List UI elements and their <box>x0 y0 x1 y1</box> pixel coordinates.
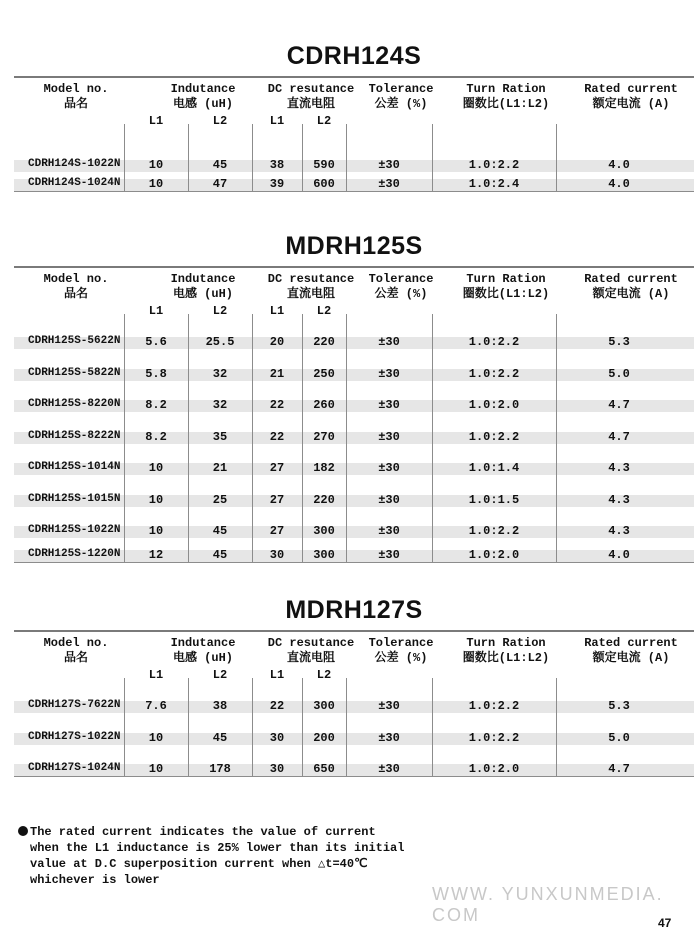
rated-current-cell: 4.3 <box>608 524 630 538</box>
dc-l2-cell: 220 <box>313 335 335 349</box>
tolerance-cell: ±30 <box>378 461 400 475</box>
section-title: MDRH127S <box>285 596 423 624</box>
model-cell: CDRH125S-1022N <box>28 524 121 536</box>
turn-ratio-cell: 1.0:2.2 <box>468 699 520 713</box>
turn-ratio-cell: 1.0:1.5 <box>468 493 520 507</box>
turn-ratio-cell: 1.0:2.0 <box>468 762 520 776</box>
dc-l1-cell: 21 <box>269 367 285 381</box>
tolerance-cell: ±30 <box>378 548 400 562</box>
dc-l2-cell: 300 <box>313 524 335 538</box>
rated-current-cell: 4.0 <box>608 158 630 172</box>
inductance-l1-cell: 8.2 <box>145 430 167 444</box>
column-divider <box>252 314 253 562</box>
tolerance-cell: ±30 <box>378 524 400 538</box>
model-cell: CDRH127S-1024N <box>28 762 121 774</box>
dc-l1-cell: 22 <box>269 398 285 412</box>
column-divider <box>124 314 125 562</box>
dc-l2-cell: 250 <box>313 367 335 381</box>
column-divider <box>302 678 303 776</box>
footnote-line-4: whichever is lower <box>30 873 160 887</box>
dc-l1-cell: 20 <box>269 335 285 349</box>
tolerance-cell: ±30 <box>378 398 400 412</box>
column-divider <box>302 314 303 562</box>
model-cell: CDRH124S-1022N <box>28 158 121 170</box>
model-cell: CDRH127S-1022N <box>28 731 121 743</box>
footnote-line-3: value at D.C superposition current when △t=40℃ <box>30 857 368 871</box>
inductance-l1-cell: 10 <box>148 762 164 776</box>
page-number: 47 <box>658 916 672 930</box>
table-bottom-rule <box>14 562 694 563</box>
header-turn-ratio: Turn Ration 圈数比(L1:L2) <box>462 82 550 111</box>
column-divider <box>302 124 303 191</box>
header-inductance: Indutance 电感 (uH) <box>170 82 236 111</box>
inductance-l1-cell: 10 <box>148 461 164 475</box>
tolerance-cell: ±30 <box>378 177 400 191</box>
dc-l1-cell: 38 <box>269 158 285 172</box>
column-divider <box>188 678 189 776</box>
rated-current-cell: 5.0 <box>608 367 630 381</box>
tolerance-cell: ±30 <box>378 762 400 776</box>
inductance-l1-cell: 10 <box>148 524 164 538</box>
model-cell: CDRH125S-8220N <box>28 398 121 410</box>
model-cell: CDRH125S-8222N <box>28 430 121 442</box>
inductance-l1-cell: 10 <box>148 731 164 745</box>
watermark: WWW. YUNXUNMEDIA. COM <box>432 884 664 925</box>
table-row <box>14 128 694 172</box>
header-dc-l1: L1 <box>269 114 285 128</box>
rated-current-cell: 4.0 <box>608 548 630 562</box>
header-inductance-l2: L2 <box>212 114 228 128</box>
header-dc-l2: L2 <box>316 114 332 128</box>
model-cell: CDRH125S-5622N <box>28 335 121 347</box>
rated-current-cell: 4.7 <box>608 398 630 412</box>
inductance-l2-cell: 35 <box>212 430 228 444</box>
header-model: Model no. 品名 <box>43 272 109 301</box>
turn-ratio-cell: 1.0:2.2 <box>468 335 520 349</box>
inductance-l2-cell: 25 <box>212 493 228 507</box>
inductance-l2-cell: 45 <box>212 158 228 172</box>
footnote-line-2: when the L1 inductance is 25% lower than its initial <box>30 841 405 855</box>
rated-current-cell: 4.0 <box>608 177 630 191</box>
dc-l1-cell: 22 <box>269 699 285 713</box>
inductance-l1-cell: 10 <box>148 158 164 172</box>
header-inductance: Indutance 电感 (uH) <box>170 636 236 665</box>
table-row <box>14 381 694 412</box>
header-inductance-l1: L1 <box>148 114 164 128</box>
header-inductance-l1: L1 <box>148 668 164 682</box>
inductance-l2-cell: 45 <box>212 731 228 745</box>
turn-ratio-cell: 1.0:2.0 <box>468 548 520 562</box>
model-cell: CDRH125S-1015N <box>28 493 121 505</box>
column-divider <box>346 314 347 562</box>
tolerance-cell: ±30 <box>378 430 400 444</box>
dc-l2-cell: 220 <box>313 493 335 507</box>
inductance-l2-cell: 47 <box>212 177 228 191</box>
table-row <box>14 538 694 562</box>
table-row <box>14 682 694 713</box>
table-row <box>14 444 694 475</box>
table-row <box>14 172 694 191</box>
inductance-l1-cell: 7.6 <box>145 699 167 713</box>
turn-ratio-cell: 1.0:2.2 <box>468 731 520 745</box>
header-tolerance: Tolerance 公差 (%) <box>368 272 434 301</box>
header-dc-l2: L2 <box>316 304 332 318</box>
header-model: Model no. 品名 <box>43 82 109 111</box>
header-rated-current: Rated current 额定电流 (A) <box>584 82 678 111</box>
inductance-l2-cell: 178 <box>209 762 231 776</box>
header-rated-current: Rated current 额定电流 (A) <box>584 272 678 301</box>
dc-l2-cell: 260 <box>313 398 335 412</box>
column-divider <box>346 124 347 191</box>
table-row <box>14 475 694 507</box>
inductance-l1-cell: 5.6 <box>145 335 167 349</box>
tolerance-cell: ±30 <box>378 699 400 713</box>
rated-current-cell: 4.7 <box>608 762 630 776</box>
turn-ratio-cell: 1.0:2.4 <box>468 177 520 191</box>
header-rated-current: Rated current 额定电流 (A) <box>584 636 678 665</box>
inductance-l1-cell: 8.2 <box>145 398 167 412</box>
footnote-line-1: The rated current indicates the value of current <box>30 825 376 839</box>
inductance-l2-cell: 38 <box>212 699 228 713</box>
model-cell: CDRH127S-7622N <box>28 699 121 711</box>
dc-l1-cell: 22 <box>269 430 285 444</box>
header-inductance-l2: L2 <box>212 304 228 318</box>
header-inductance: Indutance 电感 (uH) <box>170 272 236 301</box>
rated-current-cell: 5.3 <box>608 335 630 349</box>
column-divider <box>556 678 557 776</box>
rated-current-cell: 5.3 <box>608 699 630 713</box>
rated-current-cell: 4.3 <box>608 493 630 507</box>
table-row <box>14 745 694 776</box>
rated-current-cell: 4.7 <box>608 430 630 444</box>
table-header <box>14 266 694 320</box>
turn-ratio-cell: 1.0:1.4 <box>468 461 520 475</box>
inductance-l2-cell: 32 <box>212 398 228 412</box>
table-bottom-rule <box>14 776 694 777</box>
dc-l2-cell: 600 <box>313 177 335 191</box>
column-divider <box>124 678 125 776</box>
column-divider <box>252 124 253 191</box>
dc-l1-cell: 27 <box>269 493 285 507</box>
header-dc-l2: L2 <box>316 668 332 682</box>
column-divider <box>252 678 253 776</box>
model-cell: CDRH125S-5822N <box>28 367 121 379</box>
rated-current-cell: 4.3 <box>608 461 630 475</box>
inductance-l1-cell: 10 <box>148 177 164 191</box>
dc-l1-cell: 30 <box>269 731 285 745</box>
tolerance-cell: ±30 <box>378 335 400 349</box>
header-dc-resistance: DC resutance 直流电阻 <box>267 82 355 111</box>
dc-l1-cell: 39 <box>269 177 285 191</box>
tolerance-cell: ±30 <box>378 493 400 507</box>
rated-current-cell: 5.0 <box>608 731 630 745</box>
turn-ratio-cell: 1.0:2.2 <box>468 367 520 381</box>
inductance-l2-cell: 45 <box>212 524 228 538</box>
inductance-l2-cell: 45 <box>212 548 228 562</box>
table-header <box>14 630 694 684</box>
dc-l2-cell: 270 <box>313 430 335 444</box>
model-cell: CDRH125S-1220N <box>28 548 121 560</box>
turn-ratio-cell: 1.0:2.0 <box>468 398 520 412</box>
tolerance-cell: ±30 <box>378 731 400 745</box>
dc-l2-cell: 300 <box>313 548 335 562</box>
header-turn-ratio: Turn Ration 圈数比(L1:L2) <box>462 272 550 301</box>
dc-l2-cell: 650 <box>313 762 335 776</box>
header-dc-l1: L1 <box>269 304 285 318</box>
section-title: CDRH124S <box>286 42 422 70</box>
tolerance-cell: ±30 <box>378 158 400 172</box>
header-dc-l1: L1 <box>269 668 285 682</box>
column-divider <box>556 314 557 562</box>
header-dc-resistance: DC resutance 直流电阻 <box>267 272 355 301</box>
table-row <box>14 713 694 745</box>
dc-l1-cell: 27 <box>269 461 285 475</box>
inductance-l1-cell: 10 <box>148 493 164 507</box>
dc-l2-cell: 182 <box>313 461 335 475</box>
column-divider <box>556 124 557 191</box>
column-divider <box>188 314 189 562</box>
footnote <box>18 824 404 888</box>
inductance-l2-cell: 21 <box>212 461 228 475</box>
table-row <box>14 349 694 381</box>
inductance-l2-cell: 25.5 <box>205 335 235 349</box>
header-inductance-l2: L2 <box>212 668 228 682</box>
bullet-icon <box>18 826 28 836</box>
column-divider <box>432 124 433 191</box>
table-row <box>14 507 694 538</box>
table-header <box>14 76 694 130</box>
header-turn-ratio: Turn Ration 圈数比(L1:L2) <box>462 636 550 665</box>
column-divider <box>188 124 189 191</box>
header-inductance-l1: L1 <box>148 304 164 318</box>
column-divider <box>432 314 433 562</box>
header-dc-resistance: DC resutance 直流电阻 <box>267 636 355 665</box>
dc-l1-cell: 30 <box>269 762 285 776</box>
section-title: MDRH125S <box>285 232 423 260</box>
dc-l2-cell: 300 <box>313 699 335 713</box>
table-row <box>14 412 694 444</box>
turn-ratio-cell: 1.0:2.2 <box>468 430 520 444</box>
turn-ratio-cell: 1.0:2.2 <box>468 158 520 172</box>
model-cell: CDRH125S-1014N <box>28 461 121 473</box>
model-cell: CDRH124S-1024N <box>28 177 121 189</box>
table-bottom-rule <box>14 191 694 192</box>
inductance-l1-cell: 5.8 <box>145 367 167 381</box>
table-row <box>14 318 694 349</box>
dc-l1-cell: 27 <box>269 524 285 538</box>
dc-l1-cell: 30 <box>269 548 285 562</box>
column-divider <box>346 678 347 776</box>
inductance-l2-cell: 32 <box>212 367 228 381</box>
column-divider <box>432 678 433 776</box>
column-divider <box>124 124 125 191</box>
header-tolerance: Tolerance 公差 (%) <box>368 636 434 665</box>
inductance-l1-cell: 12 <box>148 548 164 562</box>
header-tolerance: Tolerance 公差 (%) <box>368 82 434 111</box>
dc-l2-cell: 590 <box>313 158 335 172</box>
dc-l2-cell: 200 <box>313 731 335 745</box>
turn-ratio-cell: 1.0:2.2 <box>468 524 520 538</box>
header-model: Model no. 品名 <box>43 636 109 665</box>
tolerance-cell: ±30 <box>378 367 400 381</box>
